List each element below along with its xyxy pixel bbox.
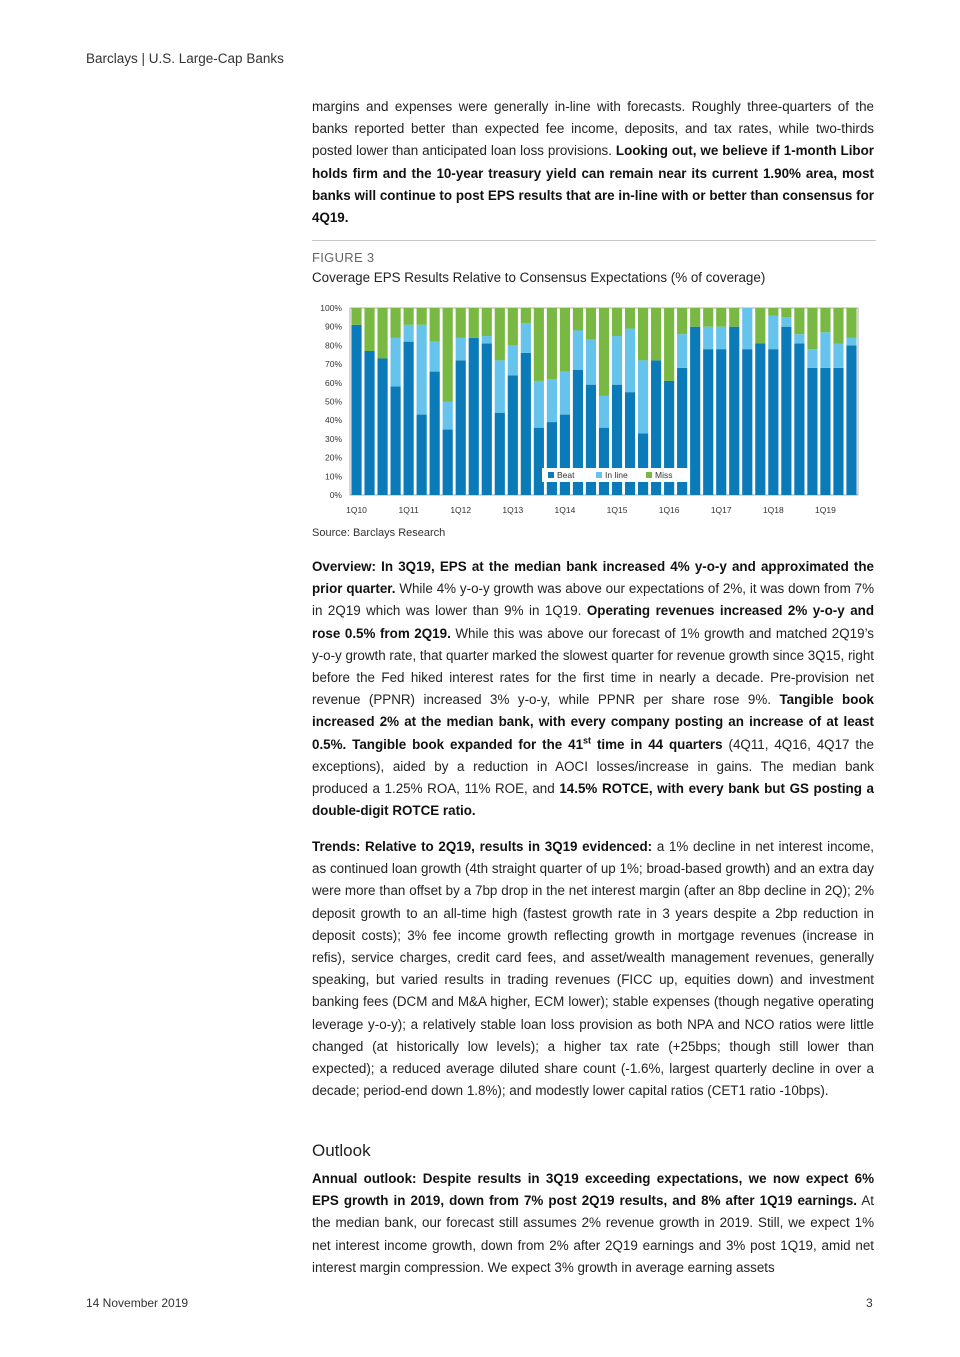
bar-segment-beat — [846, 345, 856, 495]
outlook-text: At the median bank, our forecast still assumes 2% revenue growth in 2019. Still, we expect 1% net interest income growth, down from 2% after 2Q19 earnings and 3% post 1Q19, amid net interest margin compression. We expect 3% growth in average earning assets — [312, 1193, 874, 1275]
bar-segment-miss — [781, 308, 791, 317]
eps-coverage-stacked-bar-chart — [312, 298, 872, 522]
bar-segment-in-line — [833, 344, 843, 368]
bar-segment-miss — [612, 308, 622, 336]
bar-segment-beat — [690, 327, 700, 495]
bar-segment-miss — [521, 308, 531, 323]
bar-segment-in-line — [430, 342, 440, 372]
overview-bold-revenues: Operating revenues increased 2% y-o-y and rose 0.5% from 2Q19. — [312, 603, 875, 641]
overview-tb-text: Tangible book increased 2% at the median bank, with every company posting an increase of at least 0.5%. Tangible book expanded for the 41 — [312, 692, 875, 752]
trends-paragraph — [312, 836, 874, 1102]
bar-segment-beat — [404, 342, 414, 495]
bar-segment-beat — [430, 372, 440, 495]
x-tick-label: 1Q11 — [398, 505, 419, 515]
bar-segment-miss — [573, 308, 583, 330]
overview-tb-text-2: time in 44 quarters — [591, 736, 723, 752]
bar-segment-miss — [391, 308, 401, 338]
overview-text-1: While 4% y-o-y growth was above our expectations of 2%, it was down from 7% in 2Q19 which was lower than 9% in 1Q19. — [312, 581, 874, 619]
outlook-block — [312, 1168, 874, 1279]
bar-segment-miss — [534, 308, 544, 381]
legend-label: Miss — [655, 470, 673, 480]
bar-segment-beat — [768, 349, 778, 495]
bar-segment-in-line — [573, 330, 583, 369]
figure-source: Source: Barclays Research — [312, 527, 446, 539]
bar-segment-in-line — [807, 349, 817, 368]
bar-segment-in-line — [638, 360, 648, 433]
bar-segment-beat — [833, 368, 843, 495]
bar-segment-miss — [377, 308, 387, 358]
bar-segment-beat — [508, 375, 518, 495]
bar-segment-miss — [364, 308, 374, 351]
bar-segment-beat — [377, 358, 387, 495]
bar-segment-beat — [729, 327, 739, 495]
bar-segment-beat — [560, 415, 570, 495]
bar-segment-beat — [482, 344, 492, 495]
intro-paragraph — [312, 96, 874, 229]
bar-segment-beat — [443, 430, 453, 495]
bar-segment-beat — [534, 428, 544, 495]
bar-segment-in-line — [534, 381, 544, 428]
bar-segment-in-line — [794, 334, 804, 343]
bar-segment-in-line — [417, 325, 427, 415]
bar-segment-miss — [807, 308, 817, 349]
figure-title: Coverage EPS Results Relative to Consensus Expectations (% of coverage) — [312, 270, 766, 285]
figure-label: FIGURE 3 — [312, 250, 375, 265]
legend-swatch — [548, 472, 554, 478]
bar-segment-in-line — [768, 315, 778, 349]
bar-segment-miss — [664, 308, 674, 381]
bar-segment-in-line — [846, 338, 856, 345]
bar-segment-miss — [768, 308, 778, 315]
bar-segment-beat — [820, 368, 830, 495]
bar-segment-in-line — [599, 396, 609, 428]
x-tick-label: 1Q13 — [502, 505, 524, 515]
bar-segment-miss — [820, 308, 830, 332]
bar-segment-miss — [495, 308, 505, 360]
bar-segment-miss — [677, 308, 687, 334]
bar-segment-beat — [351, 325, 361, 495]
bar-segment-beat — [794, 344, 804, 495]
bar-segment-beat — [807, 368, 817, 495]
bar-segment-in-line — [547, 379, 557, 422]
trends-lead: Trends: Relative to 2Q19, results in 3Q19 evidenced: — [312, 839, 653, 854]
bar-segment-in-line — [586, 340, 596, 385]
overview-tb-sup: st — [583, 735, 592, 746]
bar-segment-miss — [586, 308, 596, 340]
bar-segment-in-line — [521, 323, 531, 353]
bar-segment-beat — [755, 344, 765, 495]
legend-label: In line — [605, 470, 628, 480]
x-tick-label: 1Q18 — [762, 505, 784, 515]
bar-segment-miss — [599, 308, 609, 396]
bar-segment-in-line — [781, 317, 791, 326]
bar-segment-beat — [364, 351, 374, 495]
x-tick-label: 1Q14 — [554, 505, 576, 515]
bar-segment-in-line — [560, 372, 570, 415]
bar-segment-in-line — [495, 360, 505, 412]
footer-date: 14 November 2019 — [86, 1296, 189, 1310]
legend-swatch — [596, 472, 602, 478]
intro-bold-text: Looking out, we believe if 1-month Libor holds firm and the 10-year treasury yield can remain near its current 1.90% area, most banks will continue to post EPS results that are in-line with or better than consensus for 4Q19. — [312, 143, 874, 226]
bar-segment-in-line — [456, 338, 466, 360]
bar-segment-miss — [638, 308, 648, 360]
outlook-paragraph — [312, 1168, 874, 1279]
bar-segment-beat — [638, 433, 648, 495]
bar-segment-in-line — [716, 327, 726, 349]
bar-segment-miss — [794, 308, 804, 334]
bar-segment-miss — [443, 308, 453, 402]
bar-segment-beat — [547, 422, 557, 495]
outlook-lead: Annual outlook: Despite results in 3Q19 exceeding expectations, we now expect 6% EPS growth in 2019, down from 7% post 2Q19 results, and 8% after 1Q19 earnings. — [312, 1171, 874, 1209]
bar-segment-beat — [599, 428, 609, 495]
bar-segment-in-line — [677, 334, 687, 368]
bar-segment-beat — [417, 415, 427, 495]
bar-segment-miss — [430, 308, 440, 342]
x-tick-label: 1Q16 — [658, 505, 680, 515]
bar-segment-miss — [729, 308, 739, 327]
overview-block — [312, 556, 874, 822]
figure-divider — [312, 240, 876, 241]
bar-segment-miss — [482, 308, 492, 336]
x-tick-label: 1Q12 — [450, 505, 472, 515]
bar-segment-in-line — [820, 332, 830, 368]
bar-segment-miss — [833, 308, 843, 344]
intro-text: margins and expenses were generally in-line with forecasts. Roughly three-quarters of the banks reported better than expected fee income, deposits, and tax rates, while two-thirds posted lower than anticipated loan loss provisions. — [312, 99, 874, 159]
overview-text-2: While this was above our forecast of 1% growth and matched 2Q19’s y-o-y growth rate, that quarter marked the slowest quarter for revenue growth since 3Q15, right before the Fed hiked interest rates for the first time in nearly a decade. Pre-provision net revenue (PPNR) increased 3% y-o-y, while PPNR per share rose 9%. — [312, 625, 874, 708]
intro-paragraph-block — [312, 96, 874, 229]
bar-segment-miss — [651, 308, 661, 360]
legend-label: Beat — [557, 470, 575, 480]
bar-segment-beat — [495, 413, 505, 495]
x-tick-label: 1Q19 — [815, 505, 836, 515]
x-tick-label: 1Q15 — [606, 505, 628, 515]
bar-segment-in-line — [742, 308, 752, 349]
bar-segment-beat — [716, 349, 726, 495]
bar-segment-miss — [547, 308, 557, 379]
y-tick-label: 60% — [324, 377, 342, 388]
trends-block — [312, 836, 874, 1102]
bar-segment-in-line — [703, 327, 713, 349]
y-tick-label: 10% — [324, 471, 342, 482]
bar-segment-in-line — [391, 338, 401, 387]
bar-segment-miss — [755, 308, 765, 344]
bar-segment-beat — [703, 349, 713, 495]
trends-text: a 1% decline in net interest income, as continued loan growth (4th straight quarter of up 1%; broad-based growth) and an extra day were more than offset by a 7bp drop in the net interest margin (after an 8bp decline in 2Q); 2% deposit growth to an all-time high (fastest growth rate in 3 years despite a 2bp reduction in deposit costs); 3% fee income growth reflecting growth in mortgage revenues (increase in refis), service charges, credit card fees, and asset/wealth management revenues, generally speaking, but varied results in trading revenues (FICC up, equities down) and investment banking fees (DCM and M&A higher, ECM lower); stable expenses (though negative operating leverage y-o-y); a relatively stable loan loss provision as both NPA and NCO ratios were little changed (at historically low levels); a higher tax rate (+25bps; though still lower than expected); a reduced average diluted share count (-1.6%, largest quarterly decline in over a decade; period-end down 1.8%); and modestly lower capital ratios (CET1 ratio -10bps). — [312, 839, 874, 1099]
bar-segment-in-line — [625, 329, 635, 393]
bar-segment-in-line — [508, 345, 518, 375]
y-tick-label: 90% — [324, 321, 342, 332]
overview-bold-rotce: 14.5% ROTCE, with every bank but GS posting a double-digit ROTCE ratio. — [312, 781, 874, 819]
bar-segment-in-line — [404, 325, 414, 342]
outlook-heading: Outlook — [312, 1141, 371, 1160]
bar-segment-miss — [625, 308, 635, 329]
bar-segment-beat — [391, 387, 401, 495]
overview-lead: Overview: In 3Q19, EPS at the median bank increased 4% y-o-y and approximated the prior quarter. — [312, 559, 874, 597]
bar-segment-miss — [560, 308, 570, 372]
bar-segment-in-line — [482, 336, 492, 343]
x-tick-label: 1Q17 — [710, 505, 732, 515]
page-number: 3 — [866, 1296, 873, 1310]
y-tick-label: 20% — [324, 452, 342, 463]
overview-text-3: (4Q11, 4Q16, 4Q17 the exceptions), aided by a reduction in AOCI losses/increase in gains. The median bank produced a 1.25% ROA, 11% ROE, and — [312, 736, 874, 797]
bar-segment-beat — [456, 360, 466, 495]
bar-segment-miss — [469, 308, 479, 338]
bar-segment-beat — [781, 327, 791, 495]
y-tick-label: 40% — [324, 415, 342, 426]
bar-segment-beat — [521, 353, 531, 495]
bar-segment-miss — [508, 308, 518, 345]
bar-segment-miss — [417, 308, 427, 325]
y-tick-label: 50% — [324, 396, 342, 407]
bar-segment-miss — [351, 308, 361, 325]
bar-segment-beat — [742, 349, 752, 495]
running-header: Barclays | U.S. Large-Cap Banks — [86, 51, 284, 66]
bar-segment-miss — [404, 308, 414, 325]
bar-segment-in-line — [612, 336, 622, 385]
legend-swatch — [646, 472, 652, 478]
bar-segment-in-line — [443, 402, 453, 430]
bar-segment-miss — [846, 308, 856, 338]
overview-paragraph — [312, 556, 874, 822]
bar-segment-miss — [456, 308, 466, 338]
y-tick-label: 70% — [324, 359, 342, 370]
y-tick-label: 0% — [329, 490, 342, 500]
bar-segment-miss — [703, 308, 713, 327]
bar-segment-miss — [716, 308, 726, 327]
y-tick-label: 100% — [320, 303, 342, 313]
y-tick-label: 30% — [324, 433, 342, 444]
y-tick-label: 80% — [324, 340, 342, 351]
bar-segment-beat — [469, 338, 479, 495]
bar-segment-miss — [690, 308, 700, 327]
x-tick-label: 1Q10 — [346, 505, 367, 515]
